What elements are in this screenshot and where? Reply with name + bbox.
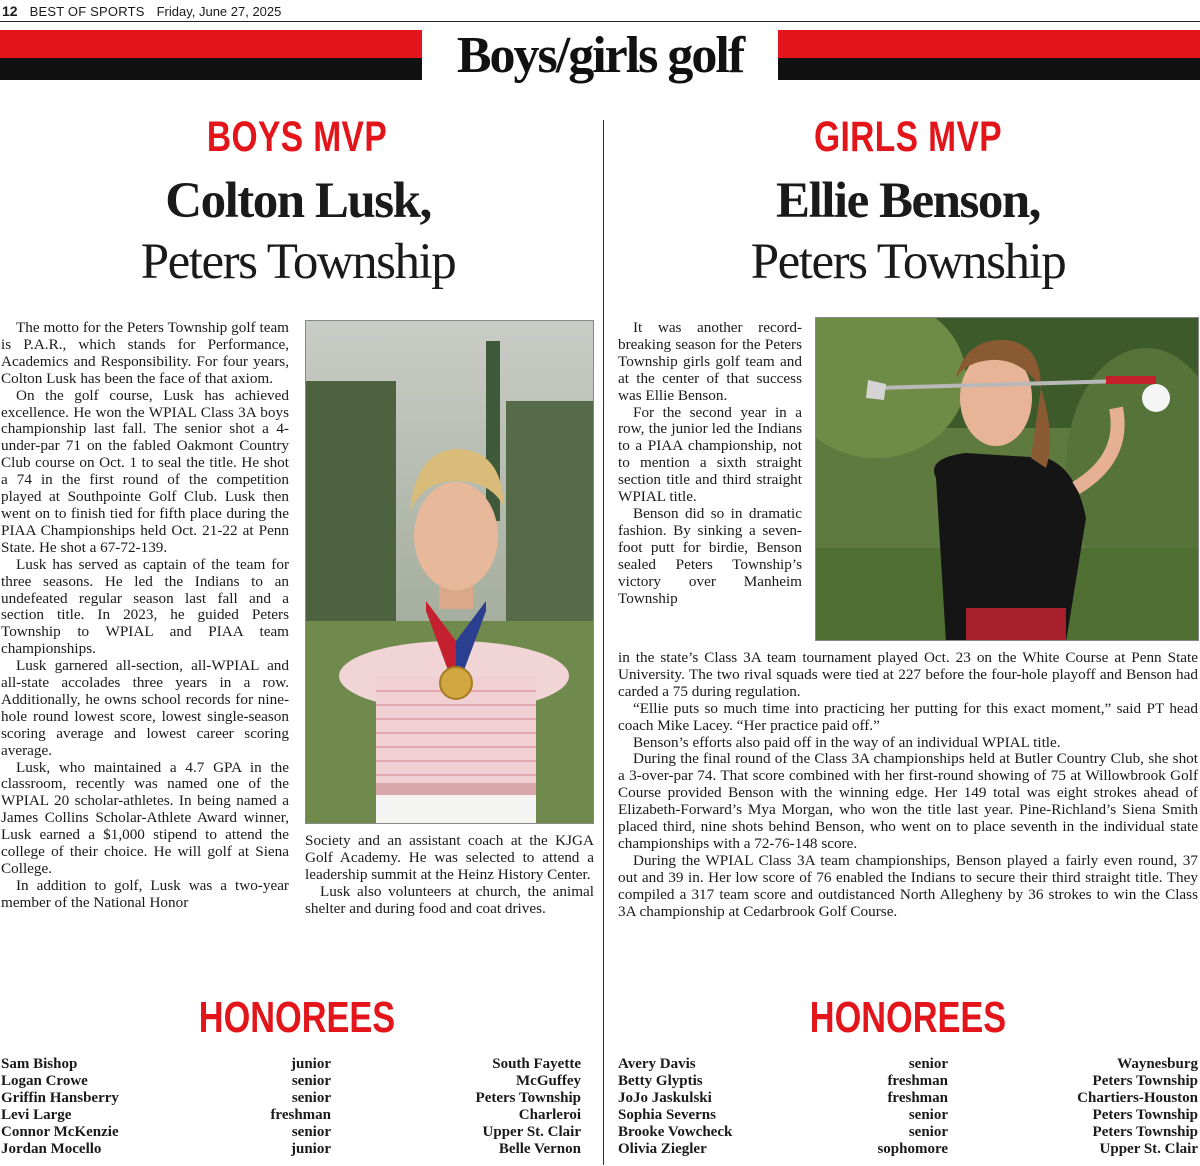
page-number: 12 [2, 3, 18, 19]
honoree-row [1, 1141, 581, 1158]
boys-article-column-1 [1, 320, 289, 912]
honoree-school: Waynesburg [1117, 1056, 1198, 1072]
honoree-row [1, 1090, 581, 1107]
honoree-grade: senior [908, 1107, 948, 1124]
honoree-school: Peters Township [1092, 1073, 1198, 1090]
honoree-school: Upper St. Clair [482, 1124, 581, 1141]
boys-mvp-school: Peters Township [140, 234, 456, 290]
honoree-grade: senior [291, 1073, 331, 1090]
girls-honorees-table [618, 1056, 1198, 1159]
girls-paragraph: Benson’s efforts also paid off in the way of an individual WPIAL title. [633, 733, 1061, 751]
honoree-school: Peters Township [475, 1090, 581, 1107]
honoree-name: Connor McKenzie [1, 1124, 119, 1141]
girls-paragraph: During the final round of the Class 3A championships held at Butler Country Club, she shot a 3-over-par 74. That score combined with her first-round showing of 75 at Willowbrook Golf Course provided Benson with the winning edge. Her 149 total was eight strokes ahead of Elizabeth-Forward’s Mya Morgan, who won the title last year. Pine-Richland’s Siena Smith placed third, nine shots behind Benson, who went on to place seventh in the individual state championships with a 72-76-148 score. [618, 750, 1198, 852]
honoree-name: Betty Glyptis [618, 1073, 703, 1090]
honoree-row [618, 1107, 1198, 1124]
girls-paragraph: For the second year in a row, the junior led the Indians to a PIAA championship, not to mention a sixth straight section title and third straight WPIAL title. [618, 403, 802, 506]
honoree-name: Logan Crowe [1, 1073, 88, 1090]
banner-red-bar-right [778, 30, 1200, 58]
honoree-school: Peters Township [1092, 1124, 1198, 1141]
honoree-row [618, 1056, 1198, 1073]
honoree-row [1, 1124, 581, 1141]
honoree-row [618, 1090, 1198, 1107]
honoree-name: Levi Large [1, 1107, 72, 1124]
honoree-name: Jordan Mocello [1, 1141, 102, 1158]
section-name: BEST OF SPORTS [29, 3, 145, 19]
honoree-school: South Fayette [492, 1056, 581, 1072]
girls-article-narrow-column [618, 320, 802, 607]
boys-mvp-name: Colton Lusk, [165, 173, 431, 229]
honoree-school: Upper St. Clair [1099, 1141, 1198, 1158]
girls-paragraph: Benson did so in dramatic fashion. By sinking a seven-foot putt for birdie, Benson sealed Peters Township’s victory over Manheim Township [618, 504, 802, 607]
section-banner-title: Boys/girls golf [456, 27, 744, 84]
banner-red-bar-left [0, 30, 422, 58]
honoree-name: Sophia Severns [618, 1107, 716, 1124]
girls-paragraph: During the WPIAL Class 3A team championships, Benson played a fairly even round, 37 out and 39 in. Her low score of 76 enabled the Indians to secure their third straight title. They compiled a 317 team score and outdistanced North Allegheny by 36 strokes to win the Class 3A championship at Cedarbrook Golf Course. [618, 851, 1198, 920]
girls-paragraph: It was another record-breaking season for the Peters Township girls golf team and at the center of that success was Ellie Benson. [618, 319, 802, 404]
honoree-row [1, 1056, 581, 1073]
honoree-row [1, 1107, 581, 1124]
honoree-grade: freshman [270, 1107, 331, 1124]
boys-paragraph: Lusk also volunteers at church, the animal shelter and during food and coat drives. [305, 882, 594, 917]
honoree-grade: senior [908, 1056, 948, 1072]
honoree-name: Sam Bishop [1, 1056, 78, 1072]
honoree-row [1, 1073, 581, 1090]
issue-date: Friday, June 27, 2025 [156, 3, 282, 19]
girls-mvp-kicker: GIRLS MVP [813, 113, 1003, 161]
girls-mvp-name: Ellie Benson, [776, 173, 1040, 229]
honoree-name: Avery Davis [618, 1056, 696, 1072]
honoree-school: Charleroi [518, 1107, 581, 1124]
girls-golf-swing-photo [815, 317, 1199, 641]
girls-paragraph: in the state’s Class 3A team tournament played Oct. 23 on the White Course at Penn State University. The two rival squads were tied at 227 before the four-hole playoff and Benson had carded a 75 during regulation. [618, 649, 1198, 700]
honoree-school: McGuffey [516, 1073, 581, 1090]
honoree-grade: junior [290, 1056, 331, 1072]
column-divider [603, 120, 604, 1165]
honoree-grade: senior [291, 1124, 331, 1141]
page-folio [2, 2, 281, 20]
honoree-school: Peters Township [1092, 1107, 1198, 1124]
honoree-name: JoJo Jaskulski [618, 1090, 712, 1107]
honoree-grade: sophomore [877, 1141, 948, 1158]
honoree-school: Chartiers-Houston [1077, 1090, 1198, 1107]
boys-paragraph: In addition to golf, Lusk was a two-year member of the National Honor [1, 876, 289, 911]
boys-paragraph: Lusk garnered all-section, all-WPIAL and all-state accolades three years in a row. Additionally, he owns school records for nine-hole round lowest score, lowest single-season scoring average and lowest career scoring average. [1, 657, 289, 759]
girls-honorees-heading: HONOREES [809, 993, 1007, 1042]
honoree-school: Belle Vernon [498, 1141, 581, 1158]
boys-mvp-kicker: BOYS MVP [206, 113, 388, 161]
honoree-row [618, 1073, 1198, 1090]
honoree-grade: freshman [887, 1073, 948, 1090]
folio-rule [0, 21, 1200, 22]
boys-honorees-heading: HONOREES [198, 993, 396, 1042]
honoree-name: Griffin Hansberry [1, 1090, 119, 1107]
honoree-row [618, 1141, 1198, 1158]
honoree-row [618, 1124, 1198, 1141]
banner-black-bar-right [778, 58, 1200, 80]
boys-portrait-photo [305, 320, 594, 824]
boys-paragraph: Lusk, who maintained a 4.7 GPA in the classroom, recently was named one of the WPIAL 20 scholar-athletes. In being named a James Collins Scholar-Athlete Award winner, Lusk earned a $1,000 stipend to attend the college of their choice. He will golf at Siena College. [1, 758, 289, 877]
boys-paragraph: The motto for the Peters Township golf team is P.A.R., which stands for Performance, Academics and Responsibility. For four years, Colton Lusk has been the face of that axiom. [1, 319, 289, 387]
boys-paragraph: On the golf course, Lusk has achieved excellence. He won the WPIAL Class 3A boys championship last fall. The senior shot a 4-under-par 71 on the fabled Oakmont Country Club course on Oct. 1 to seal the title. He shot a 74 in the first round of the competition played at Southpointe Golf Club. Lusk then went on to finish tied for fifth place during the PIAA Championships held Oct. 21-22 at Penn State. He shot a 67-72-139. [1, 386, 289, 556]
girls-paragraph: “Ellie puts so much time into practicing her putting for this exact moment,” said PT head coach Mike Lacey. “Her practice paid off.” [618, 699, 1198, 734]
honoree-grade: freshman [887, 1090, 948, 1107]
honoree-grade: junior [290, 1141, 331, 1158]
girls-mvp-school: Peters Township [750, 234, 1066, 290]
honoree-grade: senior [908, 1124, 948, 1141]
boys-article-column-2 [305, 833, 594, 918]
girls-article-wide-column [618, 650, 1198, 921]
honoree-name: Brooke Vowcheck [618, 1124, 733, 1141]
honoree-name: Olivia Ziegler [618, 1141, 707, 1158]
banner-black-bar-left [0, 58, 422, 80]
boys-honorees-table [1, 1056, 581, 1159]
boys-paragraph: Society and an assistant coach at the KJGA Golf Academy. He was selected to attend a leadership summit at the Heinz History Center. [305, 832, 594, 883]
honoree-grade: senior [291, 1090, 331, 1107]
boys-paragraph: Lusk has served as captain of the team for three seasons. He led the Indians to an undefeated regular season last fall and a section title. In 2023, he guided Peters Township to WPIAL and PIAA team championships. [1, 555, 289, 658]
